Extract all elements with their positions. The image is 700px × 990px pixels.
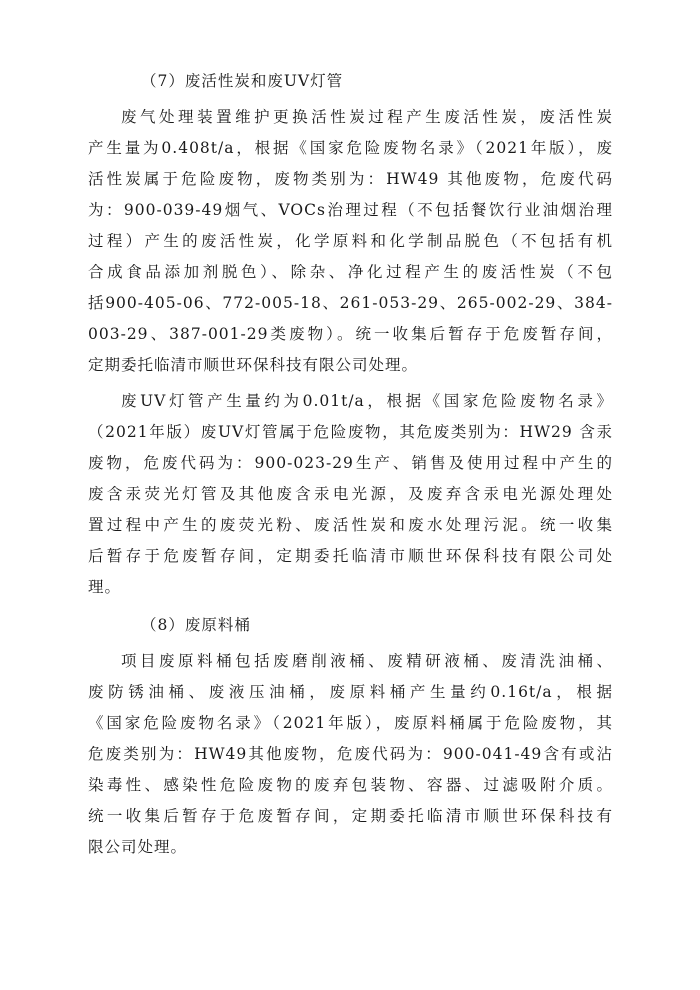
- paragraph-line: 废气处理装置维护更换活性炭过程产生废活性炭，废活性炭: [121, 108, 613, 126]
- paragraph-line: 为：900-039-49烟气、VOCs治理过程（不包括餐饮行业油烟治理: [88, 201, 613, 219]
- paragraph-line: 废物，危废代码为：900-023-29生产、销售及使用过程中产生的: [88, 454, 613, 472]
- paragraph-line: 废UV灯管产生量约为0.01t/a，根据《国家危险废物名录》: [121, 392, 613, 410]
- paragraph-line: 定期委托临清市顺世环保科技有限公司处理。: [88, 356, 419, 374]
- paragraph-line: 过程）产生的废活性炭，化学原料和化学制品脱色（不包括有机: [88, 232, 613, 250]
- paragraph-line: 废含汞荧光灯管及其他废含汞电光源，及废弃含汞电光源处理处: [88, 485, 613, 503]
- paragraph-line: 产生量为0.408t/a，根据《国家危险废物名录》（2021年版），废: [88, 139, 613, 157]
- paragraph-line: 染毒性、感染性危险废物的废弃包装物、容器、过滤吸附介质。: [88, 776, 613, 794]
- paragraph-line: 后暂存于危废暂存间，定期委托临清市顺世环保科技有限公司处: [88, 547, 613, 565]
- paragraph-line: 合成食品添加剂脱色）、除杂、净化过程产生的废活性炭（不包: [88, 263, 613, 281]
- paragraph-line: 置过程中产生的废荧光粉、废活性炭和废水处理污泥。统一收集: [88, 516, 613, 534]
- section-heading-waste-raw-material-drums: （8）废原料桶: [141, 616, 251, 634]
- paragraph-line: 括900-405-06、772-005-18、261-053-29、265-002-29、384-: [88, 294, 613, 312]
- paragraph-line: （2021年版）废UV灯管属于危险废物，其危废类别为：HW29 含汞: [88, 423, 613, 441]
- paragraph-line: 003-29、387-001-29类废物）。统一收集后暂存于危废暂存间，: [88, 325, 613, 343]
- document-content: [88, 66, 613, 863]
- paragraph-line: 《国家危险废物名录》（2021年版），废原料桶属于危险废物，其: [88, 714, 613, 732]
- paragraph-line: 项目废原料桶包括废磨削液桶、废精研液桶、废清洗油桶、: [121, 652, 613, 670]
- paragraph-line: 危废类别为：HW49其他废物，危废代码为：900-041-49含有或沾: [88, 745, 613, 763]
- paragraph-waste-activated-carbon: [88, 102, 613, 381]
- paragraph-waste-uv-lamp: [88, 386, 613, 603]
- paragraph-line: 废防锈油桶、废液压油桶，废原料桶产生量约0.16t/a，根据: [88, 683, 613, 701]
- paragraph-line: 活性炭属于危险废物，废物类别为：HW49 其他废物，危废代码: [88, 170, 613, 188]
- paragraph-line: 限公司处理。: [88, 838, 188, 856]
- section-heading-waste-activated-carbon-uv-lamp: （7）废活性炭和废UV灯管: [141, 72, 344, 90]
- paragraph-line: 统一收集后暂存于危废暂存间，定期委托临清市顺世环保科技有: [88, 807, 613, 825]
- paragraph-waste-raw-material-drums: [88, 646, 613, 863]
- paragraph-line: 理。: [88, 578, 122, 596]
